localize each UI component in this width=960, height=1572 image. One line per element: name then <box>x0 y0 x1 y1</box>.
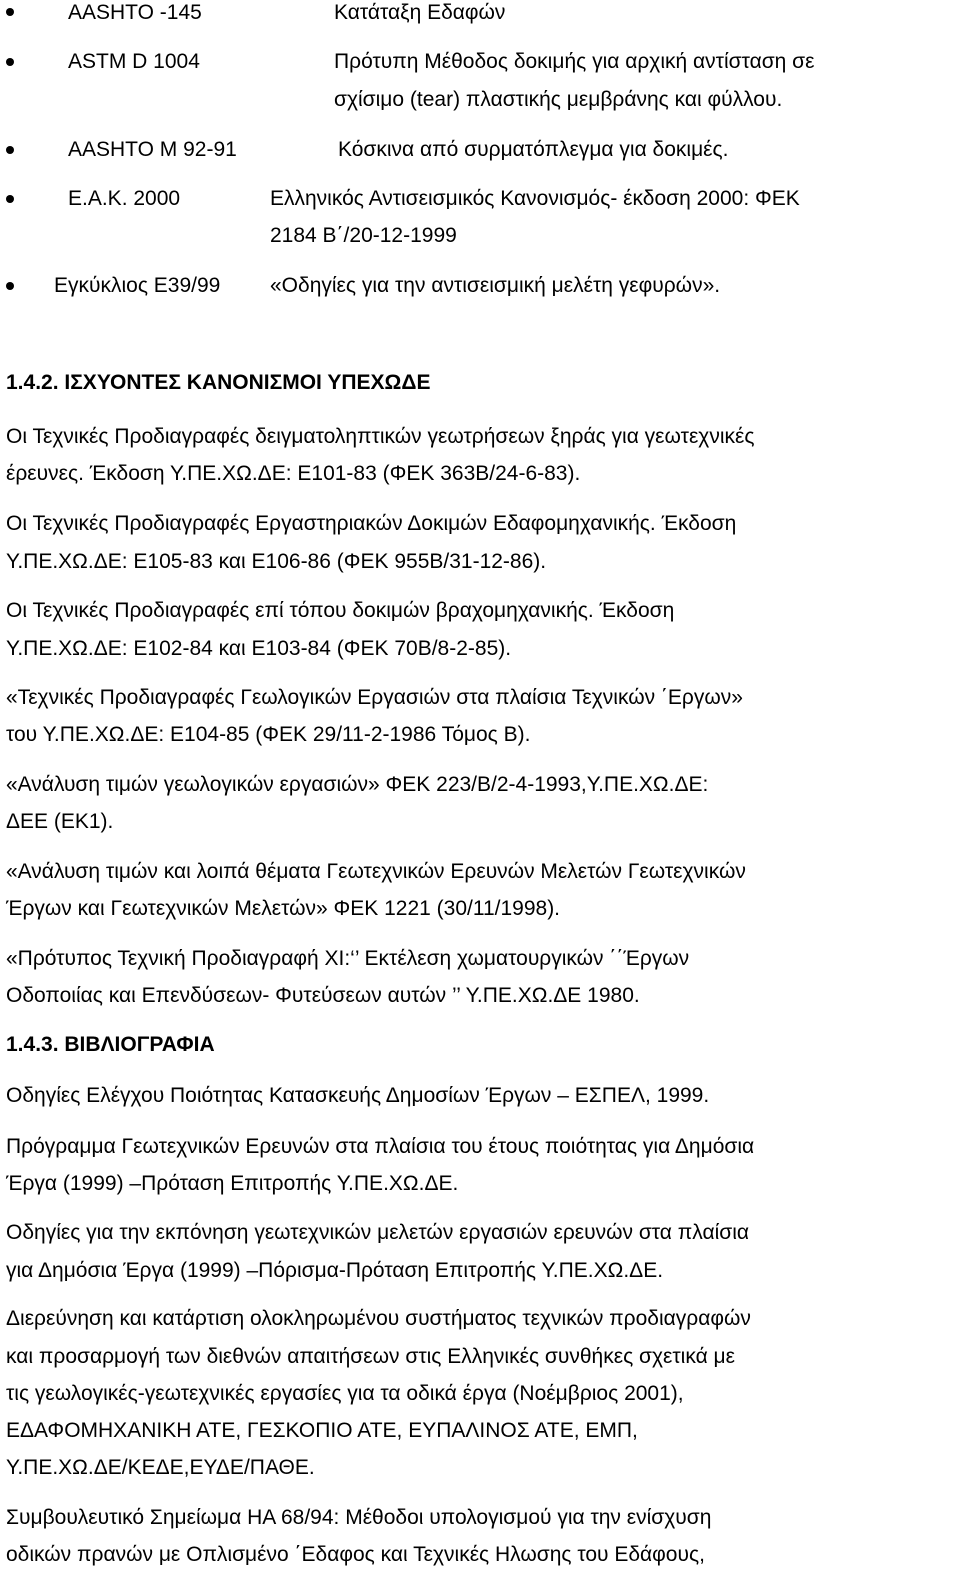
paragraph-line: Υ.ΠΕ.ΧΩ.ΔΕ: Ε105-83 και Ε106-86 (ΦΕΚ 955Β/31-12-86). <box>6 550 547 573</box>
paragraph-line: Διερεύνηση και κατάρτιση ολοκληρωμένου συστήματος τεχνικών προδιαγραφών <box>6 1307 751 1330</box>
paragraph-line: Έργων και Γεωτεχνικών Μελετών» ΦΕΚ 1221 (30/11/1998). <box>6 897 561 920</box>
paragraph-line: Οδηγίες Ελέγχου Ποιότητας Κατασκευής Δημοσίων Έργων – ΕΣΠΕΛ, 1999. <box>6 1084 710 1107</box>
paragraph-line: «Ανάλυση τιμών και λοιπά θέματα Γεωτεχνικών Ερευνών Μελετών Γεωτεχνικών <box>6 860 746 883</box>
paragraph-line: Οι Τεχνικές Προδιαγραφές Εργαστηριακών Δοκιμών Εδαφομηχανικής. Έκδοση <box>6 512 737 535</box>
paragraph-line: Οδοποιίας και Επενδύσεων- Φυτεύσεων αυτών ’’ Υ.ΠΕ.ΧΩ.ΔΕ 1980. <box>6 984 640 1007</box>
bullet-code: Ε.Α.Κ. 2000 <box>68 187 181 210</box>
paragraph-line: οδικών πρανών με Οπλισμένο ΄Εδαφος και Τεχνικές Ηλωσης του Εδάφους, <box>6 1543 705 1566</box>
bullet-code: ASTM D 1004 <box>68 50 200 73</box>
paragraph-line: και προσαρμογή των διεθνών απαιτήσεων στις Ελληνικές συνθήκες σχετικά με <box>6 1345 736 1368</box>
paragraph-line: Οι Τεχνικές Προδιαγραφές δειγματοληπτικών γεωτρήσεων ξηράς για γεωτεχνικές <box>6 425 755 448</box>
bullet-desc: Ελληνικός Αντισεισμικός Κανονισμός- έκδοση 2000: ΦΕΚ <box>270 187 800 210</box>
paragraph-line: Συμβουλευτικό Σημείωμα ΗΑ 68/94: Μέθοδοι υπολογισμού για την ενίσχυση <box>6 1506 712 1529</box>
bullet-dot <box>6 58 14 66</box>
bullet-code: AASHTO -145 <box>68 1 202 24</box>
bullet-desc: Πρότυπη Μέθοδος δοκιμής για αρχική αντίσταση σε <box>334 50 815 73</box>
bullet-desc: Κόσκινα από συρματόπλεγμα για δοκιμές. <box>338 138 729 161</box>
paragraph-line: Οι Τεχνικές Προδιαγραφές επί τόπου δοκιμών βραχομηχανικής. Έκδοση <box>6 599 675 622</box>
section-heading: 1.4.3. ΒΙΒΛΙΟΓΡΑΦΙΑ <box>6 1033 215 1056</box>
bullet-desc-cont: σχίσιμο (tear) πλαστικής μεμβράνης και φύλλου. <box>334 88 783 111</box>
paragraph-line: για Δημόσια Έργα (1999) –Πόρισμα-Πρόταση Επιτροπής Υ.ΠΕ.ΧΩ.ΔΕ. <box>6 1259 664 1282</box>
paragraph-line: του Υ.ΠΕ.ΧΩ.ΔΕ: Ε104-85 (ΦΕΚ 29/11-2-1986 Τόμος Β). <box>6 723 531 746</box>
bullet-desc: Κατάταξη Εδαφών <box>334 1 506 24</box>
paragraph-line: Οδηγίες για την εκπόνηση γεωτεχνικών μελετών εργασιών ερευνών στα πλαίσια <box>6 1221 750 1244</box>
bullet-dot <box>6 195 14 203</box>
paragraph-line: έρευνες. Έκδοση Υ.ΠΕ.ΧΩ.ΔΕ: Ε101-83 (ΦΕΚ 363Β/24-6-83). <box>6 462 581 485</box>
bullet-desc-cont: 2184 Β΄/20-12-1999 <box>270 224 457 247</box>
paragraph-line: «Ανάλυση τιμών γεωλογικών εργασιών» ΦΕΚ 223/Β/2-4-1993,Υ.ΠΕ.ΧΩ.ΔΕ: <box>6 773 709 796</box>
paragraph-line: «Πρότυπος Τεχνική Προδιαγραφή ΧΙ:‘’ Εκτέλεση χωματουργικών ΄΄Έργων <box>6 947 690 970</box>
paragraph-line: τις γεωλογικές-γεωτεχνικές εργασίες για τα οδικά έργα (Νοέμβριος 2001), <box>6 1382 684 1405</box>
paragraph-line: «Τεχνικές Προδιαγραφές Γεωλογικών Εργασιών στα πλαίσια Τεχνικών ΄Εργων» <box>6 686 743 709</box>
bullet-desc: «Οδηγίες για την αντισεισμική μελέτη γεφυρών». <box>270 274 721 297</box>
bullet-code: AASHTO M 92-91 <box>68 138 237 161</box>
bullet-dot <box>6 282 14 290</box>
paragraph-line: ΕΔΑΦΟΜΗΧΑΝΙΚΗ ΑΤΕ, ΓΕΣΚΟΠΙΟ ΑΤΕ, ΕΥΠΑΛΙΝΟΣ ΑΤΕ, ΕΜΠ, <box>6 1419 638 1442</box>
bullet-code: Εγκύκλιος Ε39/99 <box>54 274 221 297</box>
section-heading: 1.4.2. ΙΣΧΥΟΝΤΕΣ ΚΑΝΟΝΙΣΜΟΙ ΥΠΕΧΩΔΕ <box>6 371 431 394</box>
paragraph-line: Έργα (1999) –Πρόταση Επιτροπής Υ.ΠΕ.ΧΩ.ΔΕ. <box>6 1172 459 1195</box>
paragraph-line: ΔΕΕ (ΕΚ1). <box>6 810 114 833</box>
paragraph-line: Υ.ΠΕ.ΧΩ.ΔΕ/ΚΕΔΕ,ΕΥΔΕ/ΠΑΘΕ. <box>6 1456 315 1479</box>
bullet-dot <box>6 146 14 154</box>
paragraph-line: Υ.ΠΕ.ΧΩ.ΔΕ: Ε102-84 και Ε103-84 (ΦΕΚ 70Β/8-2-85). <box>6 637 512 660</box>
paragraph-line: Πρόγραμμα Γεωτεχνικών Ερευνών στα πλαίσια του έτους ποιότητας για Δημόσια <box>6 1135 755 1158</box>
bullet-dot <box>6 8 14 16</box>
